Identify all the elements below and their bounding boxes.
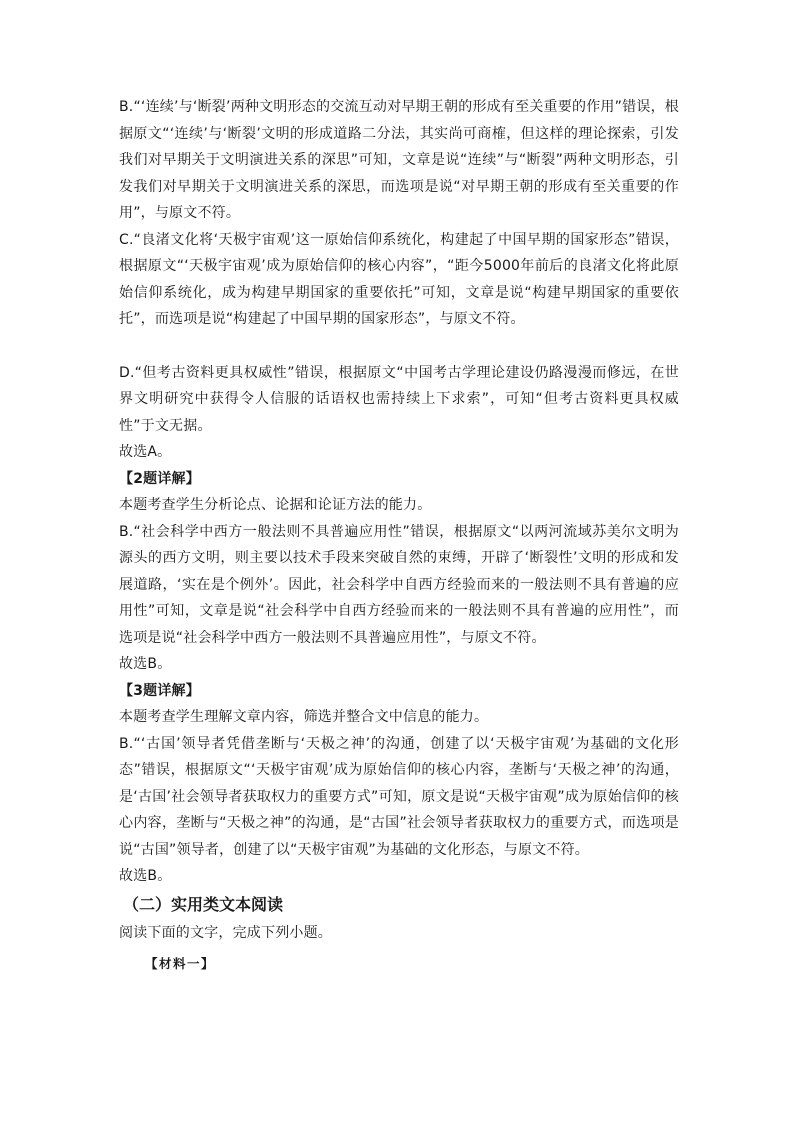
answer-q2: 故选B。 — [119, 656, 172, 672]
heading-q2-detail: 【2题详解】 — [119, 470, 200, 487]
paragraph-option-b-q3: B.“‘古国’领导者凭借垄断与‘天极之神’的沟通，创建了以‘天极宇宙观’为基础的文化形态”错误，根据原文“‘天极宇宙观’成为原始信仰的核心内容，垄断与‘天极之神’的沟通，是‘古国’社会领导者获取权力的重要方式”可知，原文是说“天极宇宙观”成为原始信仰的核心内容，垄断与“天极之神”的沟通，是“古国”社会领导者获取权力的重要方式，而选项是说“古国”领导者，创建了以“天极宇宙观”为基础的文化形态，与原文不符。 — [119, 735, 679, 858]
paragraph-q2-intro: 本题考查学生分析论点、论据和论证方法的能力。 — [119, 497, 432, 513]
section-heading: （二）实用类文本阅读 — [123, 894, 284, 914]
material-label: 【材料一】 — [145, 956, 216, 971]
answer-q3: 故选B。 — [119, 868, 172, 884]
paragraph-option-b-q1: B.“‘连续’与‘断裂’两种文明形态的交流互动对早期王朝的形成有至关重要的作用”错误，根据原文“‘连续’与‘断裂’文明的形成道路二分法，其实尚可商榷，但这样的理论探索，引发我们对早期关于文明演进关系的深思”可知，文章是说“连续”与“断裂”两种文明形态，引发我们对早期关于文明演进关系的深思，而选项是说“对早期王朝的形成有至关重要的作用”，与原文不符。 — [119, 99, 679, 221]
heading-q3-detail: 【3题详解】 — [119, 682, 200, 699]
document-body — [119, 94, 679, 978]
blank-gap — [119, 333, 679, 360]
paragraph-q3-intro: 本题考查学生理解文章内容，筛选并整合文中信息的能力。 — [119, 709, 489, 725]
paragraph-option-d-q1: D.“但考古资料更具权威性”错误，根据原文“中国考古学理论建设仍路漫漫而修远，在世界文明研究中获得令人信服的话语权也需持续上下求索”，可知“但考古资料更具权威性”于文无据。 — [119, 364, 679, 434]
answer-q1: 故选A。 — [119, 444, 172, 460]
reading-instruction: 阅读下面的文字，完成下列小题。 — [119, 924, 332, 941]
paragraph-option-b-q2: B.“社会科学中西方一般法则不具普遍应用性”错误，根据原文“以两河流域苏美尔文明为源头的西方文明，则主要以技术手段来突破自然的束缚，开辟了‘断裂性’文明的形成和发展道路，‘实在是个例外’。因此，社会科学中自西方经验而来的一般法则不具有普遍的应用性”可知，文章是说“社会科学中自西方经验而来的一般法则不具有普遍的应用性”，而选项是说“社会科学中西方一般法则不具普遍应用性”，与原文不符。 — [119, 523, 679, 646]
paragraph-option-c-q1: C.“良渚文化将‘天极宇宙观’这一原始信仰系统化，构建起了中国早期的国家形态”错误，根据原文“‘天极宇宙观’成为原始信仰的核心内容”，“距今5000年前后的良渚文化将此原始信仰系统化，成为构建早期国家的重要依托”可知，文章是说“构建早期国家的重要依托”，而选项是说“构建起了中国早期的国家形态”，与原文不符。 — [119, 231, 679, 327]
